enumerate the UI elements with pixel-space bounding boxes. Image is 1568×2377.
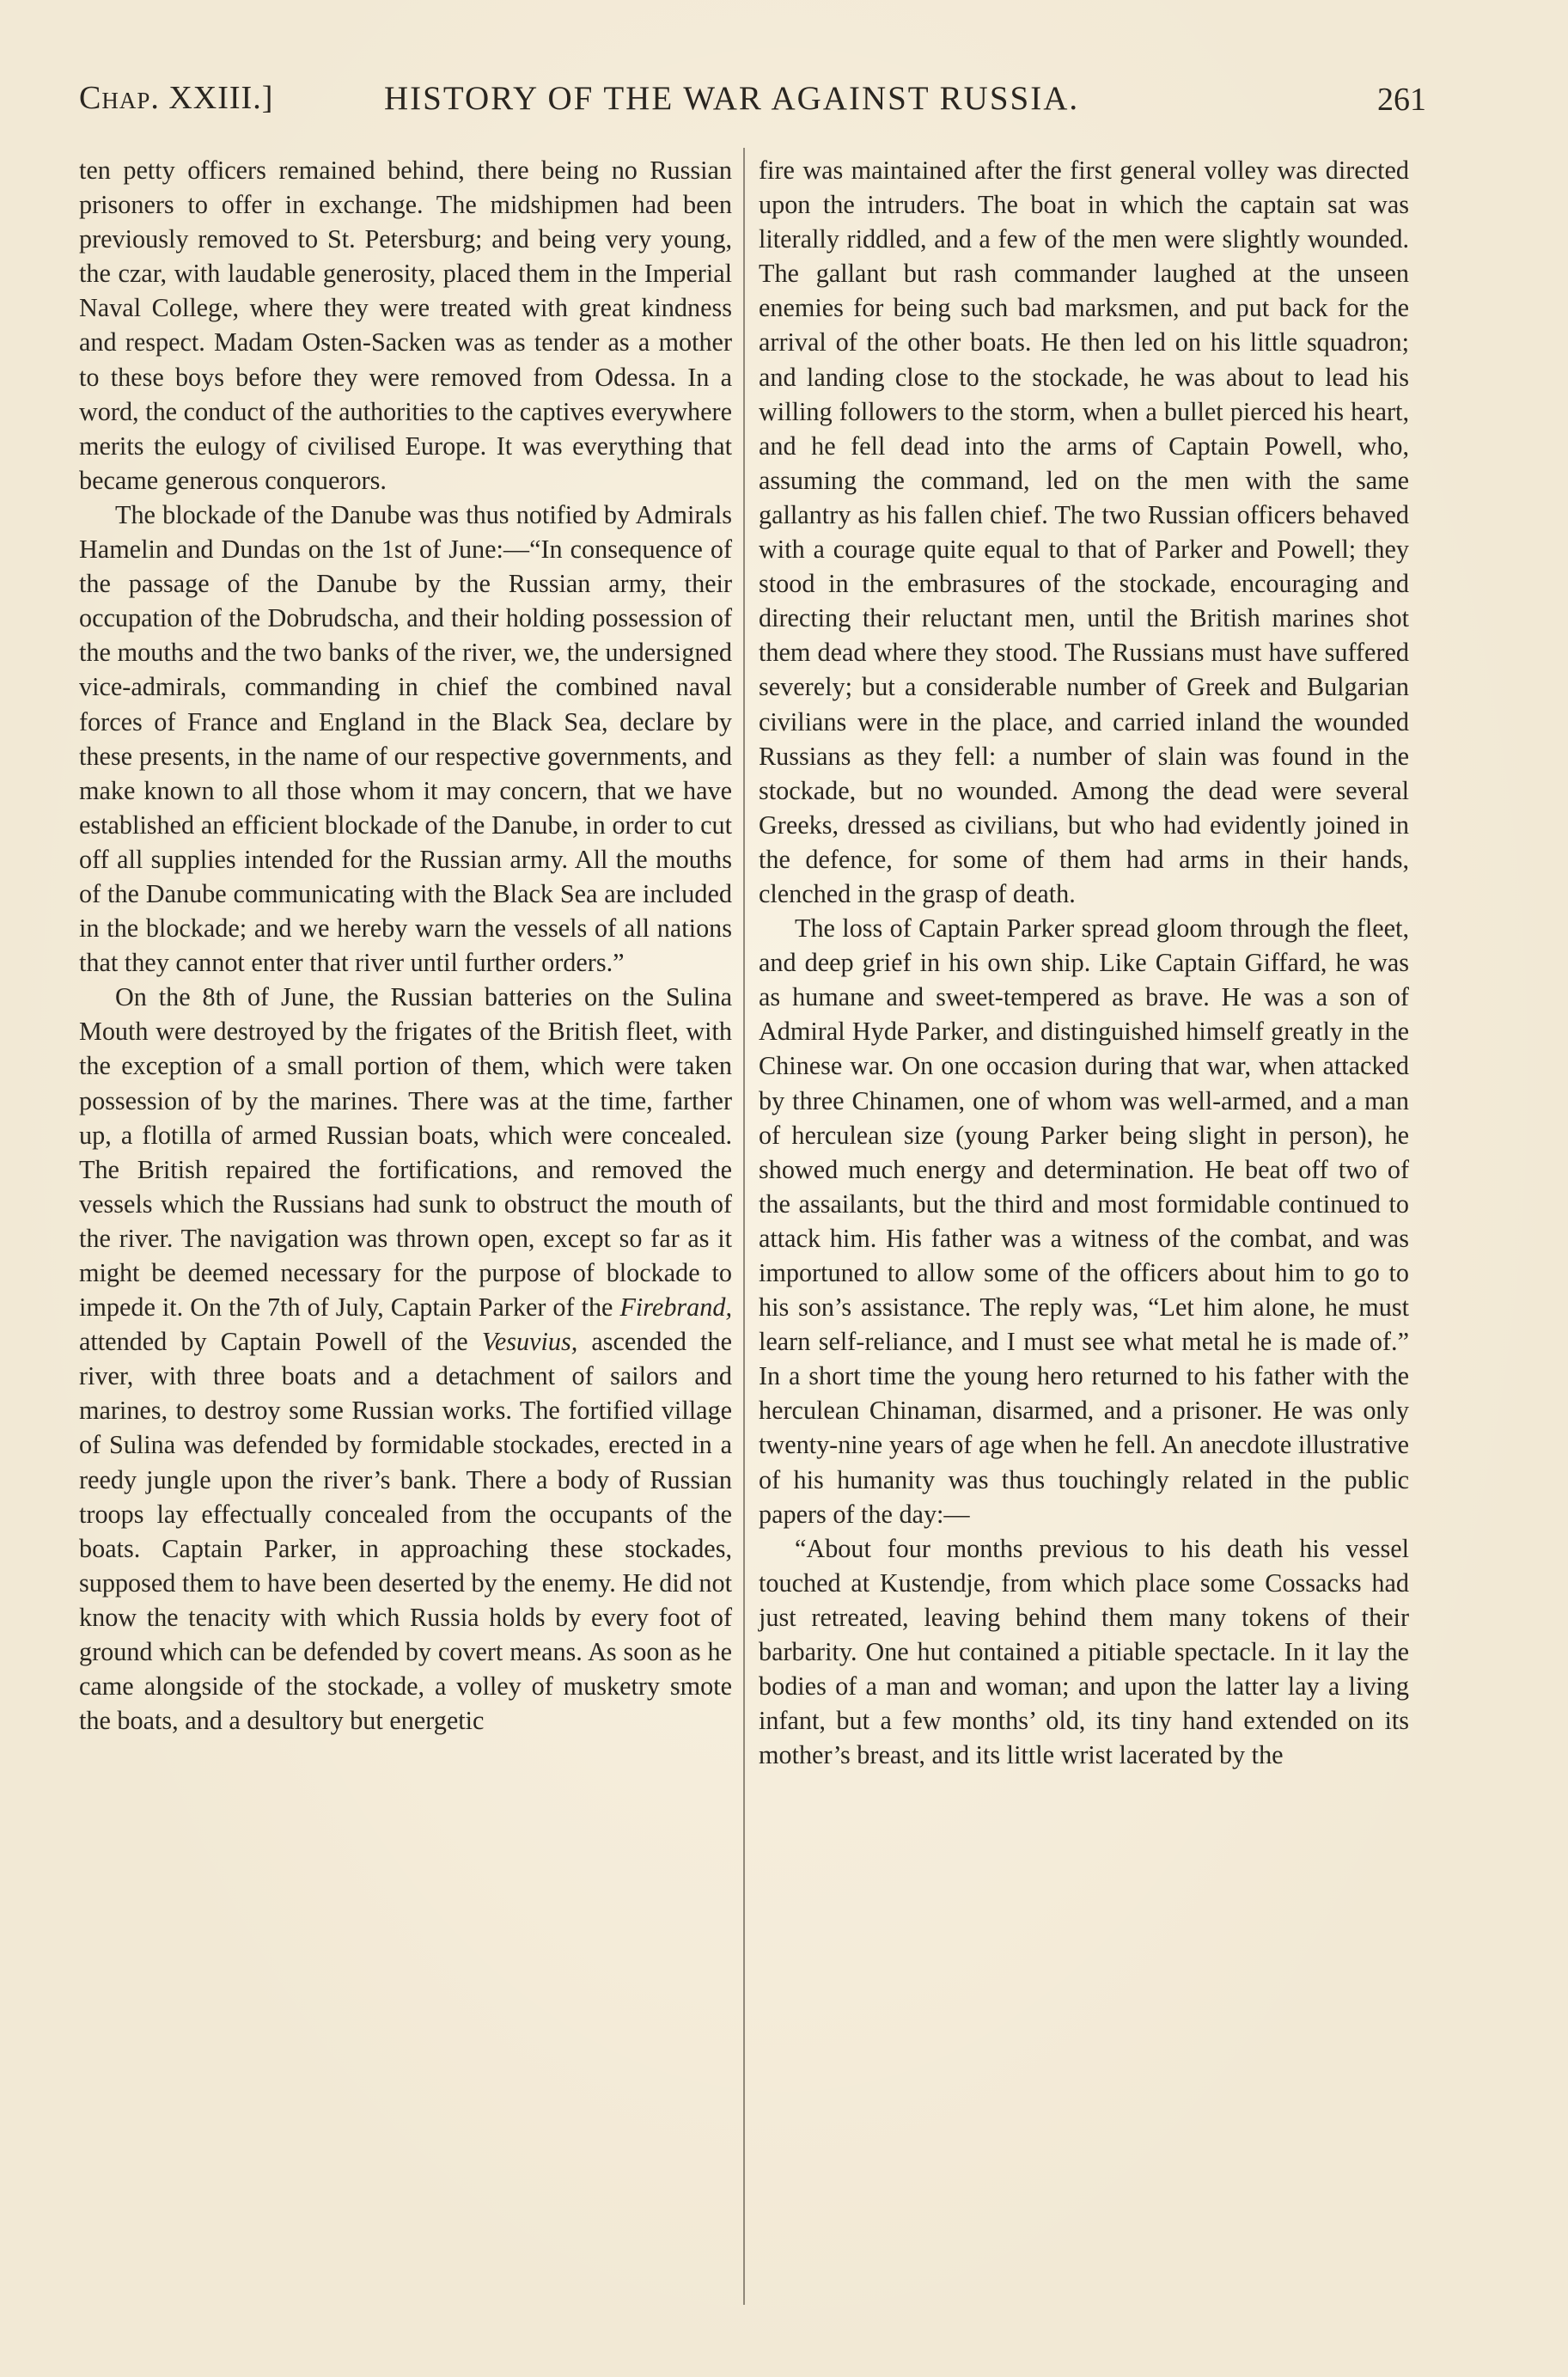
right-column [759,153,1409,1772]
ship-name: Firebrand, [619,1292,732,1323]
paragraph: The blockade of the Danube was thus notified by Admirals Hamelin and Dundas on the 1st of June:—“In consequence of the passage of the Danube by the Russian army, their occupation of the Dobrudscha, and their holding possession of the mouths and the two banks of the river, we, the undersigned vice-admirals, commanding in chief the combined naval forces of France and England in the Black Sea, declare by these presents, in the name of our respective governments, and make known to all those whom it may concern, that we have established an efficient blockade of the Danube, in order to cut off all supplies intended for the Russian army. All the mouths of the Danube communicating with the Black Sea are included in the blockade; and we hereby warn the vessels of all nations that they cannot enter that river until further orders.” [79,499,732,978]
paragraph [79,980,732,1738]
paragraph-text: attended by Captain Powell of the [79,1327,482,1357]
column-divider [743,148,745,2305]
paragraph-text: ascended the river, with three boats and a detachment of sailors and marines, to destroy some Russian works. The fortified village of Sulina was defended by formidable stockades, erected in a reedy jungle upon the river’s bank. There a body of Russian troops lay effectually concealed from the occupants of the boats. Captain Parker, in approaching these stockades, supposed them to have been deserted by the enemy. He did not know the tenacity with which Russia holds by every foot of ground which can be defended by covert means. As soon as he came alongside of the stockade, a volley of musketry smote the boats, and a desultory but energetic [79,1327,732,1736]
chapter-label: Chap. XXIII.] [79,80,274,116]
ship-name: Vesuvius, [481,1327,578,1357]
running-title: HISTORY OF THE WAR AGAINST RUSSIA. [384,80,1080,117]
paragraph-text: On the 8th of June, the Russian batteries on the Sulina Mouth were destroyed by the frigates of the British fleet, with the exception of a small portion of them, which were taken possession of by the marines. There was at the time, farther up, a flotilla of armed Russian boats, which were concealed. The British repaired the fortifications, and removed the vessels which the Russians had sunk to obstruct the mouth of the river. The navigation was thrown open, except so far as it might be deemed necessary for the purpose of blockade to impede it. On the 7th of July, Captain Parker of the [79,982,732,1323]
paragraph: ten petty officers remained behind, there being no Russian prisoners to offer in exchange. The midshipmen had been previously removed to St. Petersburg; and being very young, the czar, with laudable generosity, placed them in the Imperial Naval College, where they were treated with great kindness and respect. Madam Osten-Sacken was as tender as a mother to these boys before they were removed from Odessa. In a word, the conduct of the authorities to the captives everywhere merits the eulogy of civilised Europe. It was everything that became generous conquerors. [79,156,732,495]
running-header [79,79,1426,131]
paragraph: The loss of Captain Parker spread gloom through the fleet, and deep grief in his own ship. Like Captain Giffard, he was as humane and sweet-tempered as brave. He was a son of Admiral Hyde Parker, and distinguished himself greatly in the Chinese war. On one occasion during that war, when attacked by three Chinamen, one of whom was well-armed, and a man of herculean size (young Parker being slight in person), he showed much energy and determination. He beat off two of the assailants, but the third and most formidable continued to attack him. His father was a witness of the combat, and was importuned to allow some of the officers about him to go to his son’s assistance. The reply was, “Let him alone, he must learn self-reliance, and I must see what metal he is made of.” In a short time the young hero returned to his father with the herculean Chinaman, disarmed, and a prisoner. He was only twenty-nine years of age when he fell. An anecdote illustrative of his humanity was thus touchingly related in the public papers of the day:— [759,914,1409,1529]
paragraph: “About four months previous to his death his vessel touched at Kustendje, from which place some Cossacks had just retreated, leaving behind them many tokens of their barbarity. One hut contained a pitiable spectacle. In it lay the bodies of a man and woman; and upon the latter lay a living infant, but a few months’ old, its tiny hand extended on its mother’s breast, and its little wrist lacerated by the [759,1533,1409,1770]
paragraph: fire was maintained after the first general volley was directed upon the intruders. The boat in which the captain sat was literally riddled, and a few of the men were slightly wounded. The gallant but rash commander laughed at the unseen enemies for being such bad marksmen, and put back for the arrival of the other boats. He then led on his little squadron; and landing close to the stockade, he was about to lead his willing followers to the storm, when a bullet pierced his heart, and he fell dead into the arms of Captain Powell, who, assuming the command, led on the men with the same gallantry as his fallen chief. The two Russian officers behaved with a courage quite equal to that of Parker and Powell; they stood in the embrasures of the stockade, encouraging and directing their reluctant men, until the British marines shot them dead where they stood. The Russians must have suffered severely; but a considerable number of Greek and Bulgarian civilians were in the place, and carried inland the wounded Russians as they fell: a number of slain was found in the stockade, but no wounded. Among the dead were several Greeks, dressed as civilians, but who had evidently joined in the defence, for some of them had arms in their hands, clenched in the grasp of death. [759,156,1409,908]
left-column [79,153,732,1738]
page-number: 261 [1377,82,1426,118]
